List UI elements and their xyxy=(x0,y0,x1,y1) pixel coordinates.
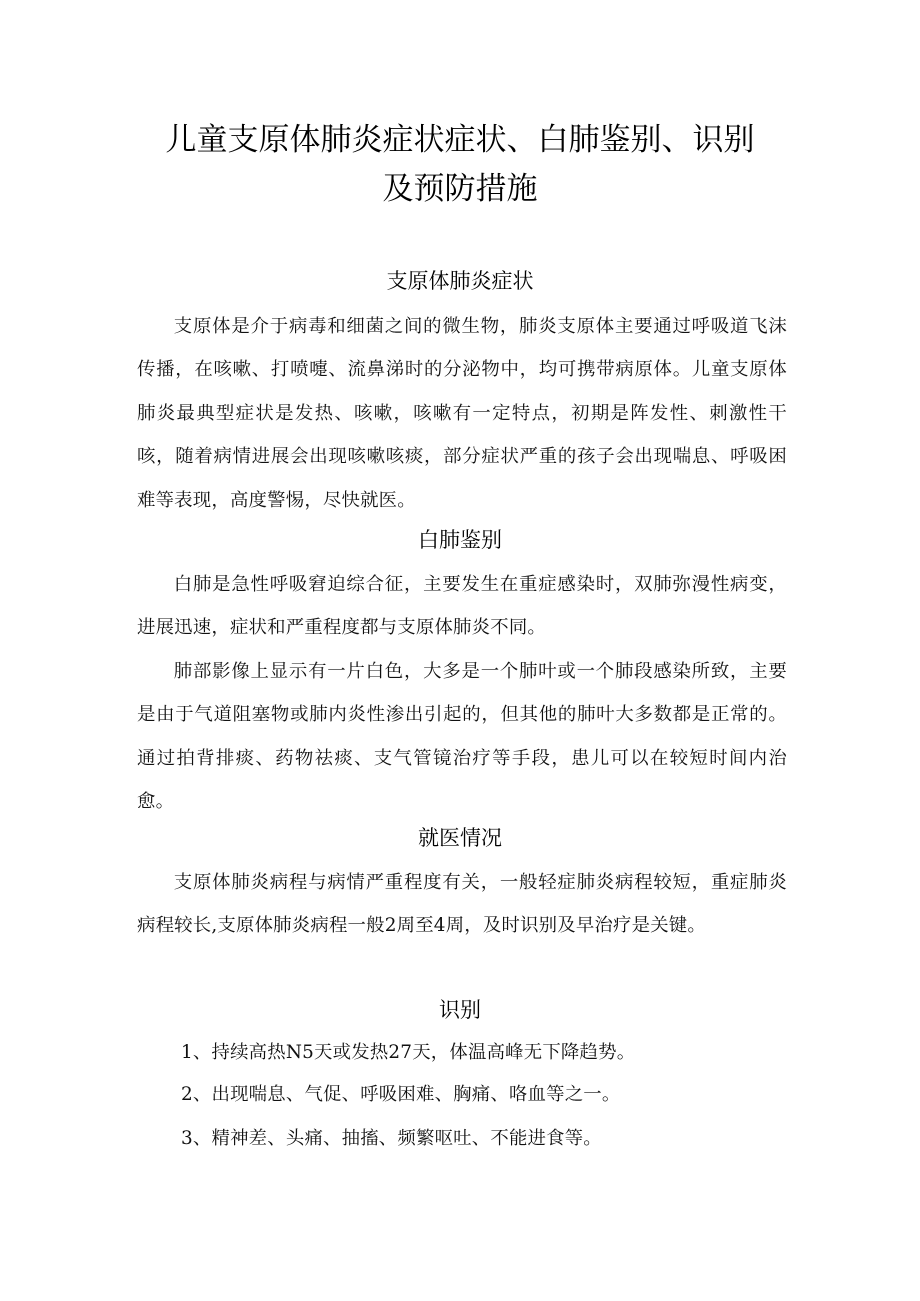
paragraph-white-lung-1: 白肺是急性呼吸窘迫综合征，主要发生在重症感染时，双肺弥漫性病变，进展迅速，症状和严重程度都与支原体肺炎不同。 xyxy=(137,574,787,639)
section-heading-white-lung: 白肺鉴别 xyxy=(418,528,502,552)
section-heading-identification: 识别 xyxy=(439,998,481,1022)
document-title-line-1: 儿童支原体肺炎症状症状、白肺鉴别、识别 xyxy=(165,122,755,158)
paragraph-white-lung-2: 肺部影像上显示有一片白色，大多是一个肺叶或一个肺段感染所致，主要是由于气道阻塞物或肺内炎性渗出引起的，但其他的肺叶大多数都是正常的。通过拍背排痰、药物祛痰、支气管镜治疗等手段，患儿可以在较短时间内治愈。 xyxy=(137,661,787,813)
paragraph-symptoms: 支原体是介于病毒和细菌之间的微生物，肺炎支原体主要通过呼吸道飞沫传播，在咳嗽、打喷嚏、流鼻涕时的分泌物中，均可携带病原体。儿童支原体肺炎最典型症状是发热、咳嗽，咳嗽有一定特点，初期是阵发性、刺激性干咳，随着病情进展会出现咳嗽咳痰，部分症状严重的孩子会出现喘息、呼吸困难等表现，高度警惕，尽快就医。 xyxy=(137,316,787,511)
paragraph-medical: 支原体肺炎病程与病情严重程度有关，一般轻症肺炎病程较短，重症肺炎病程较长,支原体肺炎病程一般2周至4周，及时识别及早治疗是关键。 xyxy=(137,872,787,937)
list-item: 2、出现喘息、气促、呼吸困难、胸痛、咯血等之一。 xyxy=(181,1084,621,1105)
section-heading-symptoms: 支原体肺炎症状 xyxy=(386,269,534,293)
list-item: 3、精神差、头痛、抽搐、频繁呕吐、不能进食等。 xyxy=(181,1128,602,1149)
document-title-line-2: 及预防措施 xyxy=(382,171,538,207)
section-heading-medical: 就医情况 xyxy=(418,826,502,850)
list-item: 1、持续高热N5天或发热27天，体温高峰无下降趋势。 xyxy=(181,1042,636,1063)
